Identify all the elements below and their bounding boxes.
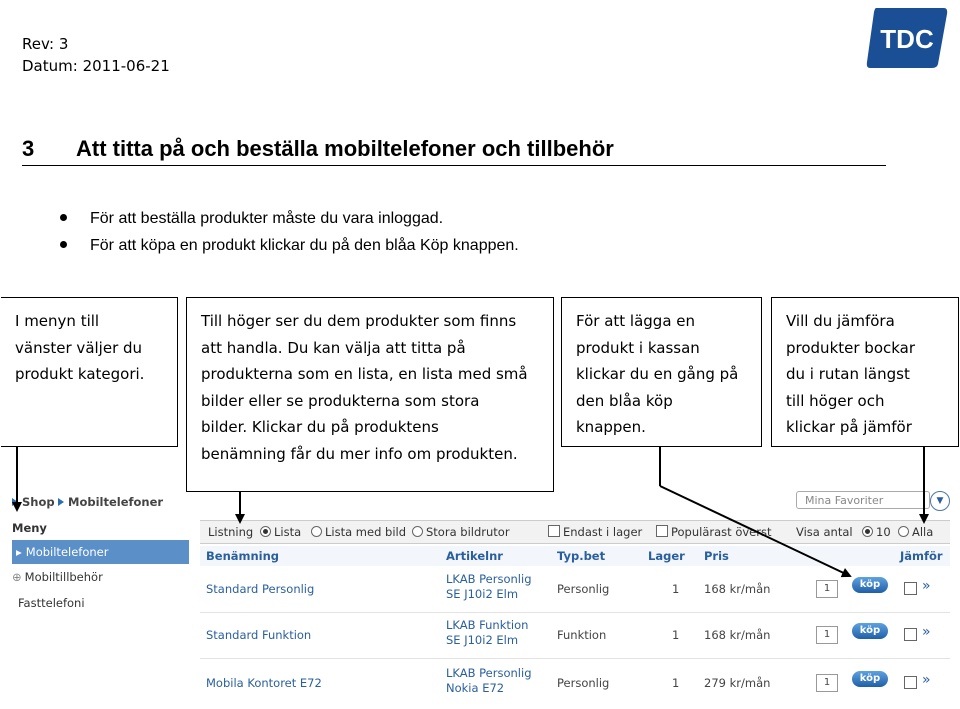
article-number: LKAB Personlig SE J10i2 Elm <box>446 572 532 601</box>
radio-list[interactable]: Lista <box>260 521 301 543</box>
col-lager[interactable]: Lager <box>648 549 685 563</box>
col-benamning[interactable]: Benämning <box>206 549 280 563</box>
callout-buy: För att lägga en produkt i kassan klickar du en gång på den blåa köp knappen. <box>561 297 762 447</box>
arrow-right-icon: ▸ <box>16 545 22 559</box>
breadcrumb-shop[interactable]: Shop <box>12 495 55 509</box>
checkbox-popular-first[interactable]: Populärast överst <box>656 521 771 543</box>
compare-arrow-icon[interactable]: » <box>922 578 931 594</box>
type-cell: Funktion <box>557 628 607 642</box>
menu-item-mobiltillbehor[interactable]: ⊕ Mobiltillbehör <box>12 570 103 584</box>
favorites-select[interactable]: Mina Favoriter <box>796 491 930 509</box>
type-cell: Personlig <box>557 676 610 690</box>
product-name-link[interactable]: Mobila Kontoret E72 <box>206 676 322 690</box>
radio-large-images[interactable]: Stora bildrutor <box>412 521 510 543</box>
radio-count-all[interactable]: Alla <box>898 521 933 543</box>
menu-item-fasttelefoni[interactable]: Fasttelefoni <box>18 596 85 610</box>
radio-list-images[interactable]: Lista med bild <box>311 521 406 543</box>
buy-button[interactable]: köp <box>852 577 888 593</box>
compare-arrow-icon[interactable]: » <box>922 624 931 640</box>
quantity-input[interactable]: 1 <box>816 626 838 644</box>
stock-cell: 1 <box>672 582 680 596</box>
bullet-item: För att köpa en produkt klickar du på den blåa Köp knappen. <box>60 232 519 259</box>
buy-button[interactable]: köp <box>852 623 888 639</box>
buy-button[interactable]: köp <box>852 671 888 687</box>
callout-compare: Vill du jämföra produkter bockar du i rutan längst till höger och klickar på jämför <box>771 297 959 447</box>
svg-text:TDC: TDC <box>880 24 934 54</box>
stock-cell: 1 <box>672 676 680 690</box>
stock-cell: 1 <box>672 628 680 642</box>
checkbox-only-stock[interactable]: Endast i lager <box>548 521 642 543</box>
quantity-input[interactable]: 1 <box>816 674 838 692</box>
article-number: LKAB Personlig Nokia E72 <box>446 666 532 695</box>
section-number: 3 <box>22 136 35 161</box>
product-name-link[interactable]: Standard Personlig <box>206 582 315 596</box>
arrow-to-buy <box>660 486 850 576</box>
callout-menu: I menyn till vänster väljer du produkt kategori. <box>1 297 178 447</box>
product-name-link[interactable]: Standard Funktion <box>206 628 312 642</box>
callout-listing: Till höger ser du dem produkter som finns att handla. Du kan välja att titta på produkterna som en lista, en lista med små bilder eller se produkterna som stora bilder. Klickar du på produktens benämning får du mer info om produkten. <box>186 297 554 492</box>
menu-title: Meny <box>12 521 47 535</box>
show-count-label: Visa antal <box>796 525 853 539</box>
section-title: Att titta på och beställa mobiltelefoner och tillbehör <box>76 136 614 161</box>
bullet-item: För att beställa produkter måste du vara inloggad. <box>60 205 519 232</box>
article-number: LKAB Funktion SE J10i2 Elm <box>446 618 529 647</box>
listing-label: Listning <box>208 525 254 539</box>
price-cell: 279 kr/mån <box>704 676 771 690</box>
chevron-down-icon: ▼ <box>936 496 944 506</box>
radio-count-10[interactable]: 10 <box>862 521 891 543</box>
type-cell: Personlig <box>557 582 610 596</box>
quantity-input[interactable]: 1 <box>816 580 838 598</box>
revision-text: Rev: 3 <box>22 35 69 53</box>
compare-arrow-icon[interactable]: » <box>922 672 931 688</box>
col-artikelnr[interactable]: Artikelnr <box>446 549 503 563</box>
col-typbet[interactable]: Typ.bet <box>557 549 606 563</box>
plus-circle-icon: ⊕ <box>12 570 22 584</box>
menu-item-mobiltelefoner[interactable]: ▸ Mobiltelefoner <box>12 540 189 564</box>
price-cell: 168 kr/mån <box>704 628 771 642</box>
col-pris[interactable]: Pris <box>704 549 729 563</box>
price-cell: 168 kr/mån <box>704 582 771 596</box>
col-jamfor[interactable]: Jämför <box>900 549 943 563</box>
breadcrumb-mobiltelefoner[interactable]: Mobiltelefoner <box>58 495 163 509</box>
date-text: Datum: 2011-06-21 <box>22 57 170 75</box>
